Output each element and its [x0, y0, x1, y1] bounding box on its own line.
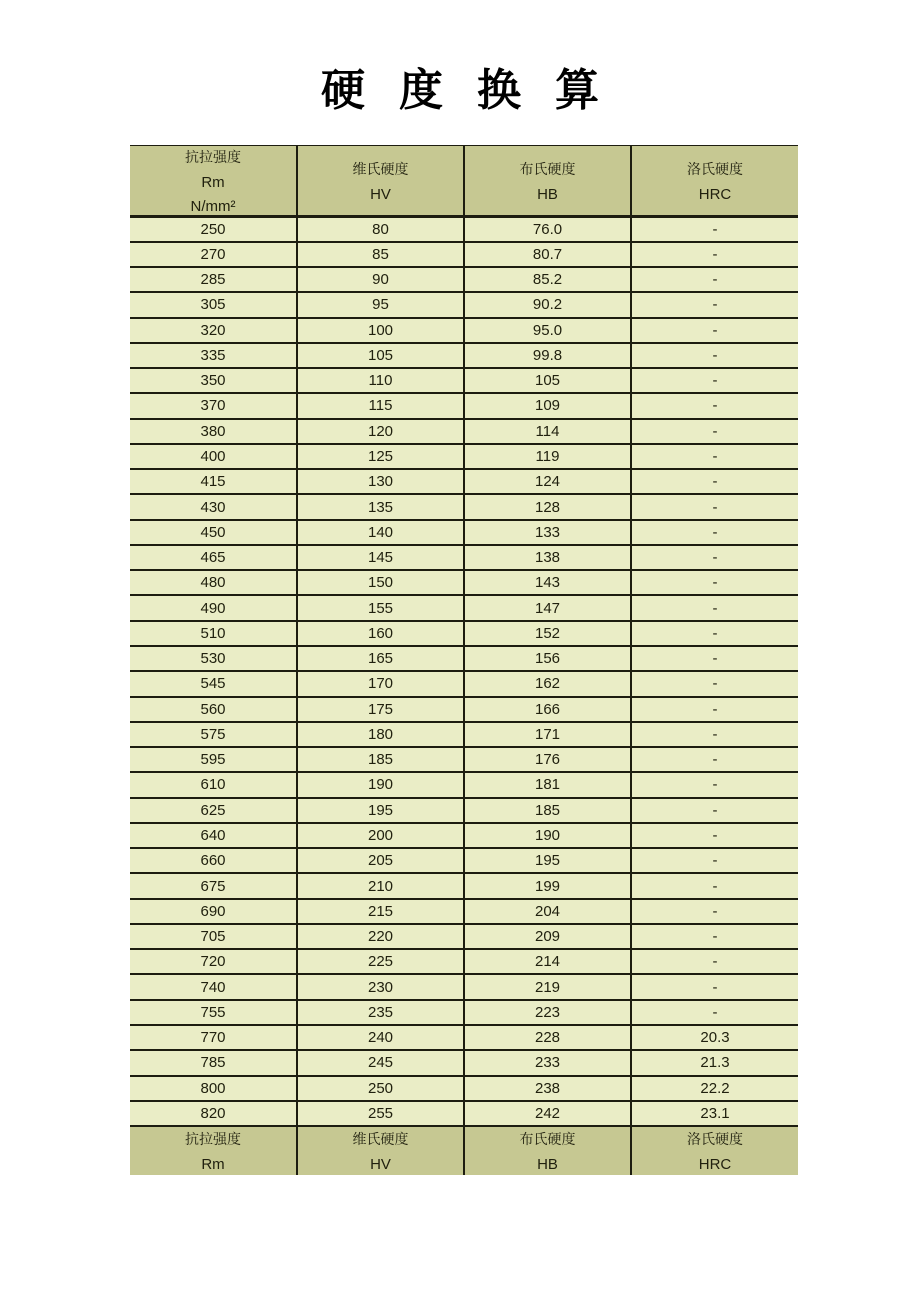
table-cell: 155: [297, 595, 464, 620]
table-cell: 480: [130, 570, 297, 595]
table-cell: 490: [130, 595, 297, 620]
table-cell: -: [631, 393, 798, 418]
table-cell: 575: [130, 722, 297, 747]
table-row: [130, 545, 798, 570]
table-cell: 270: [130, 242, 297, 267]
header-label-cn: 洛氏硬度: [687, 161, 743, 178]
table-row: [130, 419, 798, 444]
table-cell: -: [631, 772, 798, 797]
table-cell: 285: [130, 267, 297, 292]
table-cell: 245: [297, 1050, 464, 1075]
footer-cell-rockwell: [631, 1126, 798, 1175]
table-cell: 95.0: [464, 318, 631, 343]
header-cell-rockwell: [631, 146, 798, 217]
table-cell: -: [631, 722, 798, 747]
table-row: [130, 949, 798, 974]
table-cell: -: [631, 494, 798, 519]
table-cell: 770: [130, 1025, 297, 1050]
table-row: [130, 318, 798, 343]
table-row: [130, 798, 798, 823]
table-cell: 128: [464, 494, 631, 519]
table-cell: 215: [297, 899, 464, 924]
footer-label-symbol: Rm: [201, 1156, 225, 1174]
table-footer-row: [130, 1126, 798, 1175]
table-row: [130, 671, 798, 696]
footer-cell-content: [465, 1127, 630, 1175]
table-cell: 800: [130, 1076, 297, 1101]
header-label-cn: 布氏硬度: [519, 161, 576, 178]
table-row: [130, 242, 798, 267]
table-cell: 135: [297, 494, 464, 519]
table-cell: 109: [464, 393, 631, 418]
table-cell: -: [631, 823, 798, 848]
table-cell: 195: [297, 798, 464, 823]
table-row: [130, 646, 798, 671]
table-cell: 335: [130, 343, 297, 368]
table-row: [130, 570, 798, 595]
table-cell: -: [631, 671, 798, 696]
table-cell: -: [631, 444, 798, 469]
table-cell: -: [631, 318, 798, 343]
table-cell: 740: [130, 974, 297, 999]
header-label-symbol: HB: [537, 185, 558, 203]
table-cell: 199: [464, 873, 631, 898]
table-cell: 195: [464, 848, 631, 873]
table-cell: 80: [297, 217, 464, 242]
table-cell: 166: [464, 697, 631, 722]
table-cell: -: [631, 924, 798, 949]
header-label-cn: 抗拉强度: [185, 149, 241, 166]
table-cell: 147: [464, 595, 631, 620]
table-cell: 180: [297, 722, 464, 747]
table-cell: 185: [464, 798, 631, 823]
table-cell: 370: [130, 393, 297, 418]
table-cell: 595: [130, 747, 297, 772]
table-cell: 105: [297, 343, 464, 368]
table-cell: -: [631, 545, 798, 570]
table-cell: -: [631, 570, 798, 595]
header-cell-tensile-strength: [130, 146, 297, 217]
table-cell: -: [631, 595, 798, 620]
table-cell: 143: [464, 570, 631, 595]
header-label-symbol: Rm: [201, 173, 225, 191]
table-cell: 219: [464, 974, 631, 999]
table-row: [130, 823, 798, 848]
table-cell: 145: [297, 545, 464, 570]
table-row: [130, 722, 798, 747]
table-cell: 640: [130, 823, 297, 848]
table-row: [130, 772, 798, 797]
table-cell: 205: [297, 848, 464, 873]
table-cell: 530: [130, 646, 297, 671]
table-cell: 90: [297, 267, 464, 292]
table-cell: 415: [130, 469, 297, 494]
table-cell: 250: [297, 1076, 464, 1101]
table-row: [130, 899, 798, 924]
table-row: [130, 1050, 798, 1075]
hardness-conversion-table: [130, 145, 798, 1175]
table-cell: 235: [297, 1000, 464, 1025]
table-cell: 160: [297, 621, 464, 646]
table-cell: 228: [464, 1025, 631, 1050]
table-row: [130, 1000, 798, 1025]
table-row: [130, 444, 798, 469]
table-cell: 210: [297, 873, 464, 898]
footer-label-cn: 布氏硬度: [519, 1132, 576, 1149]
table-cell: 76.0: [464, 217, 631, 242]
table-cell: 785: [130, 1050, 297, 1075]
table-cell: -: [631, 217, 798, 242]
table-cell: 95: [297, 292, 464, 317]
table-cell: 165: [297, 646, 464, 671]
table-cell: 170: [297, 671, 464, 696]
table-cell: -: [631, 747, 798, 772]
table-cell: -: [631, 343, 798, 368]
table-cell: -: [631, 621, 798, 646]
table-cell: 204: [464, 899, 631, 924]
table-cell: 105: [464, 368, 631, 393]
header-label-unit: N/mm²: [190, 197, 236, 215]
table-row: [130, 1101, 798, 1126]
table-cell: 21.3: [631, 1050, 798, 1075]
table-row: [130, 848, 798, 873]
table-cell: -: [631, 798, 798, 823]
table-cell: 185: [297, 747, 464, 772]
table-row: [130, 873, 798, 898]
table-cell: 85.2: [464, 267, 631, 292]
table-cell: 115: [297, 393, 464, 418]
table-cell: -: [631, 1000, 798, 1025]
table-cell: 545: [130, 671, 297, 696]
table-row: [130, 747, 798, 772]
table-cell: 209: [464, 924, 631, 949]
table-cell: 380: [130, 419, 297, 444]
table-cell: 120: [297, 419, 464, 444]
table-cell: 133: [464, 520, 631, 545]
table-cell: 85: [297, 242, 464, 267]
table-cell: 171: [464, 722, 631, 747]
table-row: [130, 697, 798, 722]
table-cell: 320: [130, 318, 297, 343]
table-cell: 140: [297, 520, 464, 545]
table-row: [130, 924, 798, 949]
table-header-row: [130, 146, 798, 217]
table-body: [130, 217, 798, 1127]
table-cell: 156: [464, 646, 631, 671]
table-row: [130, 343, 798, 368]
table-cell: 400: [130, 444, 297, 469]
table-cell: 465: [130, 545, 297, 570]
table-cell: 181: [464, 772, 631, 797]
header-cell-content: [632, 146, 798, 215]
footer-cell-content: [632, 1127, 798, 1175]
table-cell: -: [631, 267, 798, 292]
table-cell: 124: [464, 469, 631, 494]
table-row: [130, 267, 798, 292]
table-cell: 250: [130, 217, 297, 242]
table-cell: 430: [130, 494, 297, 519]
table-cell: -: [631, 292, 798, 317]
header-cell-content: [130, 146, 296, 215]
table-cell: 130: [297, 469, 464, 494]
table-cell: 675: [130, 873, 297, 898]
table-cell: 190: [464, 823, 631, 848]
header-label-cn: 维氏硬度: [352, 161, 409, 178]
header-label-symbol: HV: [370, 185, 391, 203]
table-cell: 20.3: [631, 1025, 798, 1050]
table-cell: 242: [464, 1101, 631, 1126]
table-cell: -: [631, 419, 798, 444]
table-cell: 80.7: [464, 242, 631, 267]
table-cell: 705: [130, 924, 297, 949]
table-row: [130, 974, 798, 999]
table-cell: 350: [130, 368, 297, 393]
table-cell: 100: [297, 318, 464, 343]
header-label-symbol: HRC: [698, 185, 732, 203]
table-row: [130, 494, 798, 519]
table-cell: 720: [130, 949, 297, 974]
table-cell: 510: [130, 621, 297, 646]
table-cell: 162: [464, 671, 631, 696]
table-cell: -: [631, 949, 798, 974]
table-row: [130, 217, 798, 242]
table-row: [130, 595, 798, 620]
footer-label-symbol: HB: [537, 1156, 558, 1174]
table-cell: 233: [464, 1050, 631, 1075]
table-cell: 125: [297, 444, 464, 469]
table-cell: -: [631, 520, 798, 545]
table-cell: 230: [297, 974, 464, 999]
table-cell: 190: [297, 772, 464, 797]
table-cell: 625: [130, 798, 297, 823]
table-cell: 690: [130, 899, 297, 924]
table-cell: 255: [297, 1101, 464, 1126]
table-cell: 450: [130, 520, 297, 545]
table-cell: -: [631, 899, 798, 924]
table-cell: 305: [130, 292, 297, 317]
table-cell: 175: [297, 697, 464, 722]
table-cell: -: [631, 469, 798, 494]
table-cell: 138: [464, 545, 631, 570]
footer-label-symbol: HV: [370, 1156, 391, 1174]
table-row: [130, 393, 798, 418]
table-cell: 610: [130, 772, 297, 797]
header-cell-vickers: [297, 146, 464, 217]
footer-cell-brinell: [464, 1126, 631, 1175]
table-row: [130, 1076, 798, 1101]
table-cell: -: [631, 974, 798, 999]
table-cell: 119: [464, 444, 631, 469]
table-cell: 110: [297, 368, 464, 393]
table-cell: 150: [297, 570, 464, 595]
table-cell: 152: [464, 621, 631, 646]
table-cell: -: [631, 697, 798, 722]
table-cell: 225: [297, 949, 464, 974]
header-cell-content: [298, 146, 463, 215]
table-cell: -: [631, 646, 798, 671]
table-cell: 240: [297, 1025, 464, 1050]
table-cell: 223: [464, 1000, 631, 1025]
table-cell: 238: [464, 1076, 631, 1101]
table-cell: 755: [130, 1000, 297, 1025]
footer-label-symbol: HRC: [698, 1156, 732, 1174]
table-cell: -: [631, 848, 798, 873]
table-row: [130, 469, 798, 494]
table-cell: 22.2: [631, 1076, 798, 1101]
table-cell: 176: [464, 747, 631, 772]
footer-label-cn: 维氏硬度: [352, 1132, 409, 1149]
header-cell-content: [465, 146, 630, 215]
table-cell: -: [631, 242, 798, 267]
table-cell: 99.8: [464, 343, 631, 368]
header-cell-brinell: [464, 146, 631, 217]
table-cell: 220: [297, 924, 464, 949]
footer-cell-tensile-strength: [130, 1126, 297, 1175]
table-row: [130, 520, 798, 545]
page-title: 硬度换算: [321, 65, 633, 116]
table-row: [130, 292, 798, 317]
footer-cell-content: [298, 1127, 463, 1175]
table-cell: 660: [130, 848, 297, 873]
table-cell: 90.2: [464, 292, 631, 317]
table-cell: 114: [464, 419, 631, 444]
footer-label-cn: 抗拉强度: [185, 1132, 241, 1149]
table-cell: 560: [130, 697, 297, 722]
table-cell: -: [631, 368, 798, 393]
table-cell: 23.1: [631, 1101, 798, 1126]
footer-cell-content: [130, 1127, 296, 1175]
table-cell: 820: [130, 1101, 297, 1126]
table-cell: -: [631, 873, 798, 898]
table-cell: 214: [464, 949, 631, 974]
table-cell: 200: [297, 823, 464, 848]
table-row: [130, 1025, 798, 1050]
table-row: [130, 621, 798, 646]
table-row: [130, 368, 798, 393]
footer-label-cn: 洛氏硬度: [687, 1132, 743, 1149]
footer-cell-vickers: [297, 1126, 464, 1175]
